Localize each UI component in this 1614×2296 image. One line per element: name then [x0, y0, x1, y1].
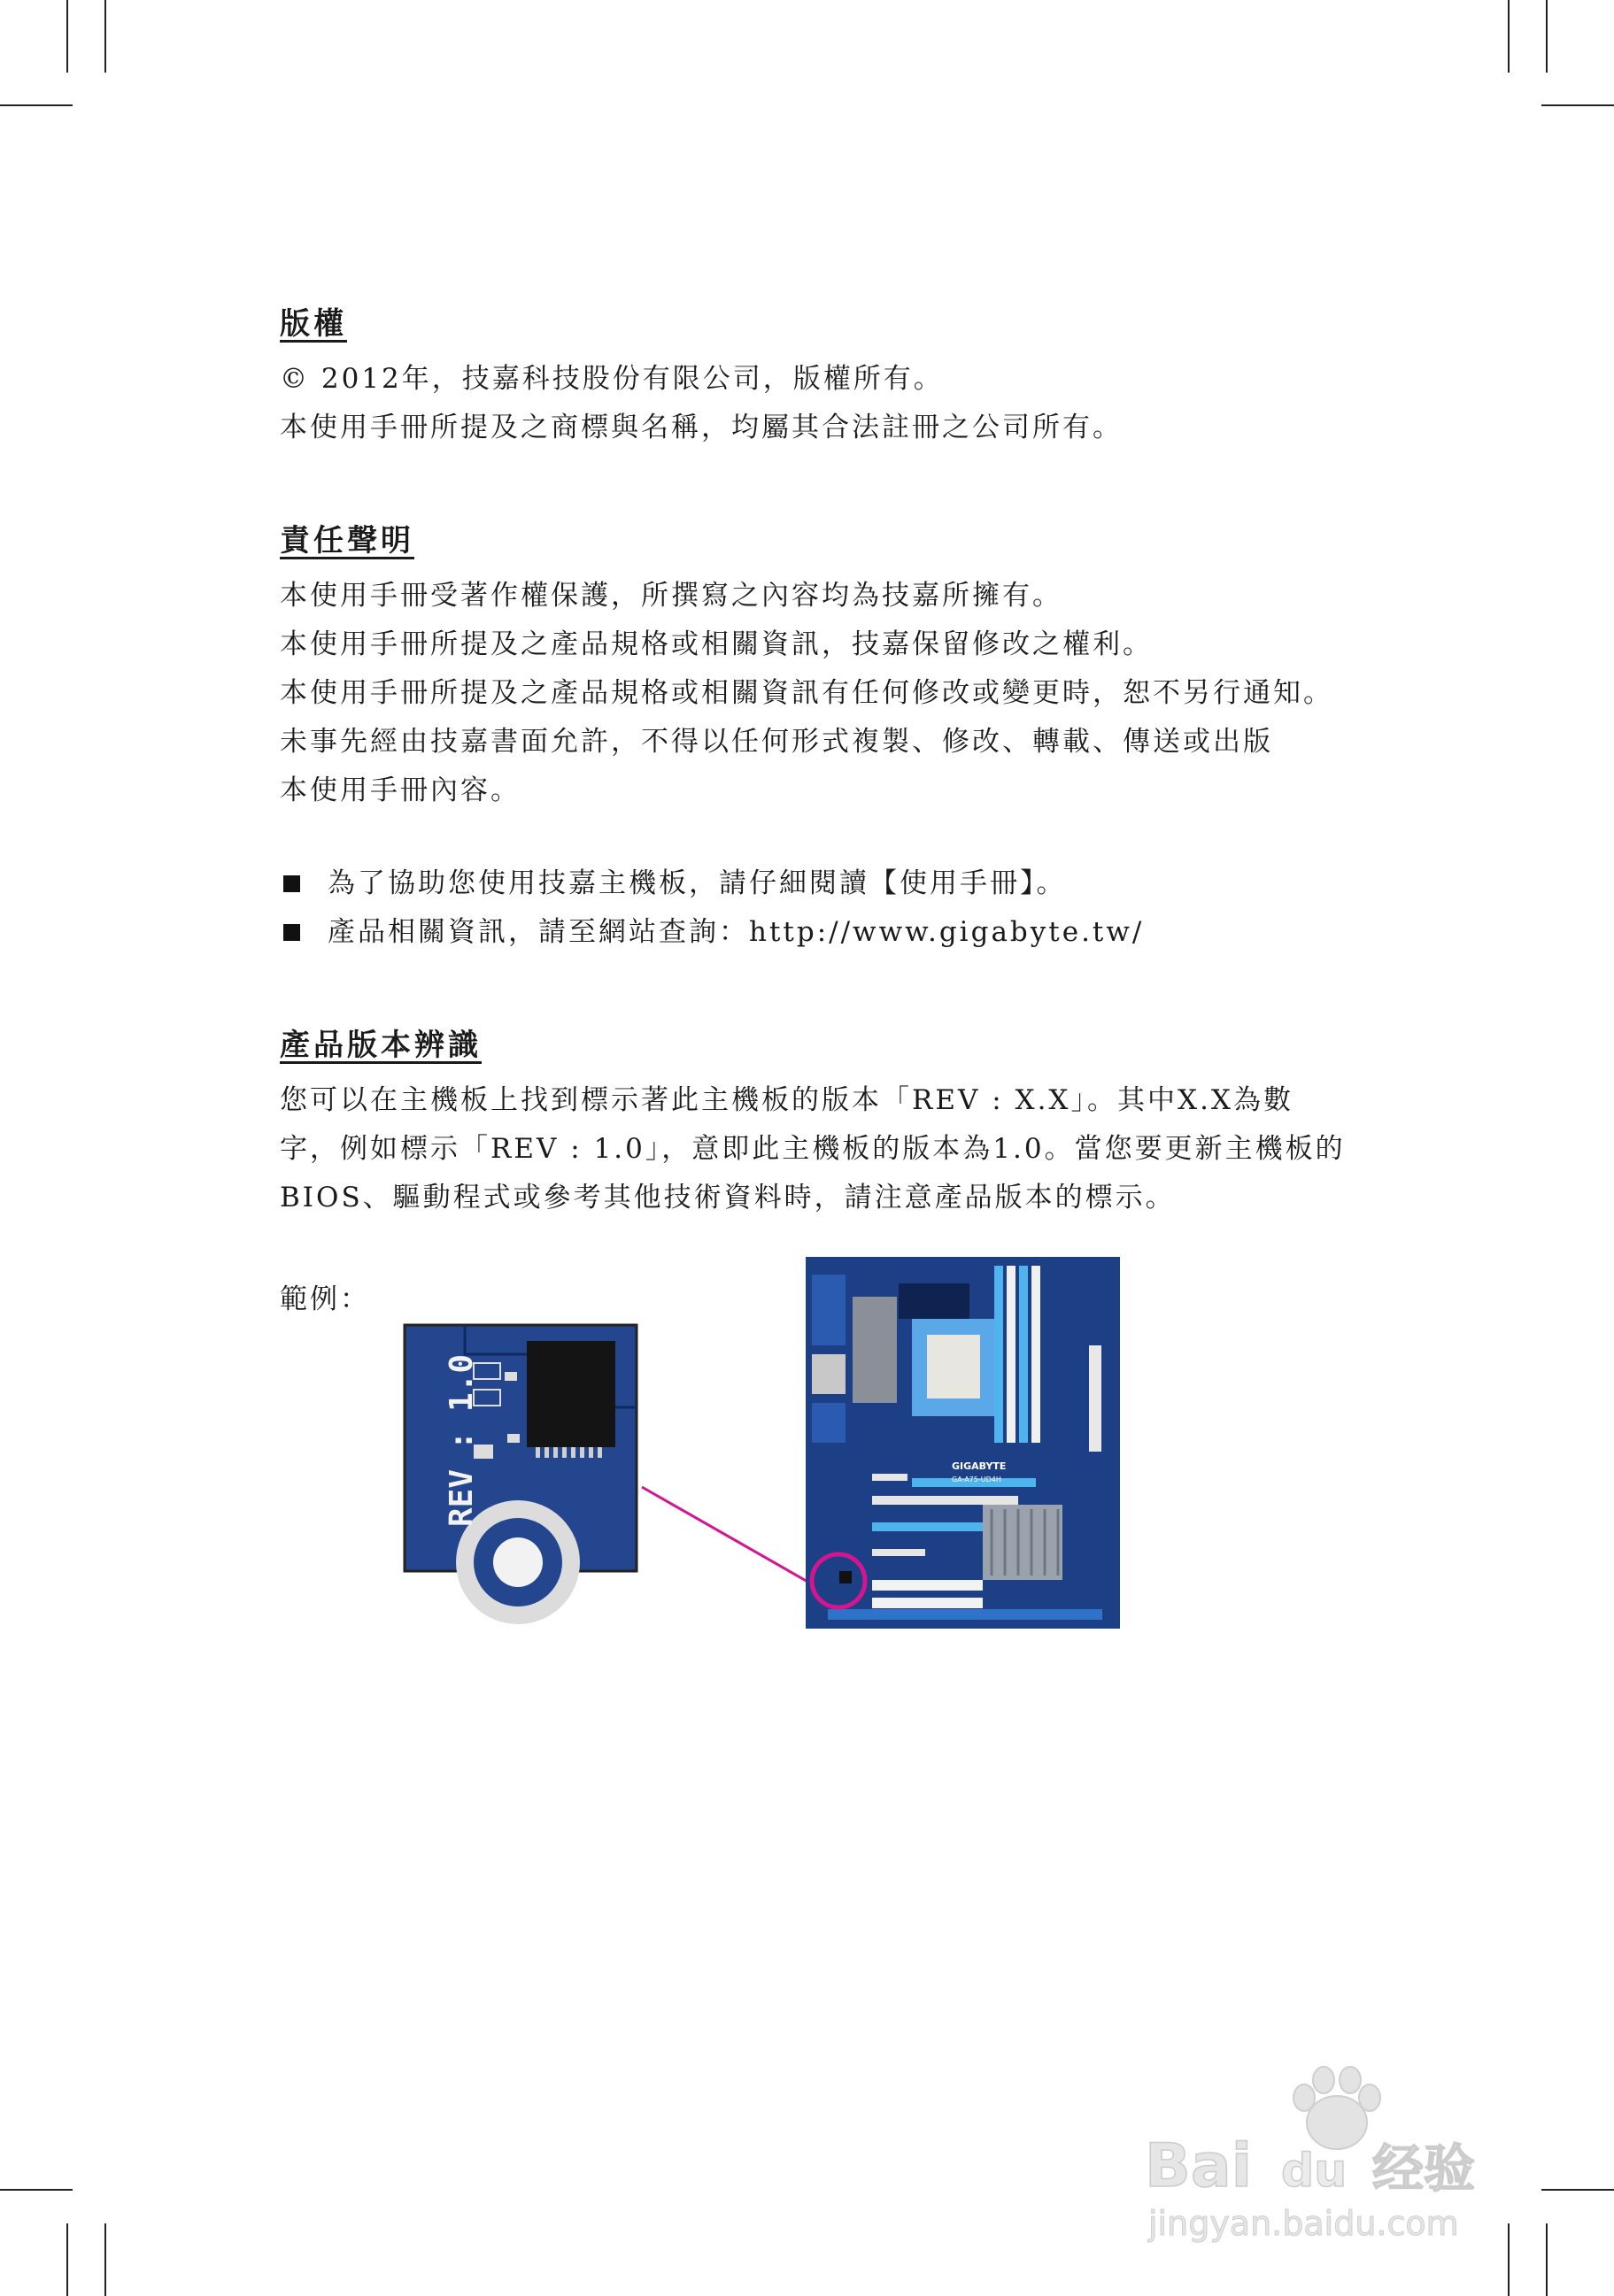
disclaimer-line: 本使用手冊內容。 [280, 774, 521, 806]
revision-section [280, 1021, 1346, 1222]
revision-line: BIOS、驅動程式或參考其他技術資料時，請注意產品版本的標示。 [280, 1182, 1176, 1213]
crop-mark [0, 104, 73, 106]
disclaimer-line: 未事先經由技嘉書面允許，不得以任何形式複製、修改、轉載、傳送或出版 [280, 726, 1273, 758]
example-label: 範例： [280, 1283, 370, 1315]
copyright-line: 本使用手冊所提及之商標與名稱，均屬其合法註冊之公司所有。 [280, 412, 1123, 443]
motherboard-figure [403, 1257, 1129, 1646]
crop-mark [0, 2189, 73, 2191]
pointer-arrow [642, 1487, 828, 1593]
rev-closeup [405, 1325, 637, 1624]
baidu-watermark [1138, 2053, 1527, 2248]
bullet-text: 為了協助您使用技嘉主機板，請仔細閱讀【使用手冊】。 [328, 867, 1067, 899]
disclaimer-section [280, 516, 1342, 815]
square-bullet-icon [283, 924, 300, 941]
copyright-section [280, 299, 1342, 452]
crop-mark [1541, 2189, 1614, 2191]
board-model-label: GA-A75-UD4H [952, 1475, 1001, 1483]
paw-logo-icon [1294, 2067, 1380, 2149]
disclaimer-line: 本使用手冊所提及之產品規格或相關資訊，技嘉保留修改之權利。 [280, 628, 1153, 660]
bullet-item [280, 908, 1342, 957]
crop-mark [66, 2223, 68, 2296]
watermark-brand-suffix: du [1281, 2145, 1348, 2198]
crop-mark [1546, 2223, 1548, 2296]
revision-heading: 產品版本辨識 [280, 1028, 482, 1063]
copyright-line: © 2012年，技嘉科技股份有限公司，版權所有。 [280, 363, 944, 395]
bullet-list [280, 859, 1342, 957]
disclaimer-line: 本使用手冊所提及之產品規格或相關資訊有任何修改或變更時，恕不另行通知。 [280, 677, 1333, 709]
crop-mark [1541, 104, 1614, 106]
rev-label-text: REV : 1.0 [444, 1353, 480, 1527]
crop-mark [1546, 0, 1548, 73]
disclaimer-line: 本使用手冊受著作權保護，所撰寫之內容均為技嘉所擁有。 [280, 580, 1062, 612]
crop-mark [104, 0, 106, 73]
crop-mark [1508, 0, 1510, 73]
crop-mark [66, 0, 68, 73]
motherboard-photo [806, 1257, 1120, 1629]
revision-line: 字，例如標示「REV : 1.0」，意即此主機板的版本為1.0。當您要更新主機板的 [280, 1133, 1346, 1165]
revision-line: 您可以在主機板上找到標示著此主機板的版本「REV : X.X」。其中X.X為數 [280, 1084, 1294, 1116]
crop-mark [104, 2223, 106, 2296]
copyright-heading: 版權 [280, 306, 347, 342]
watermark-url: jingyan.baidu.com [1148, 2204, 1459, 2243]
bullet-item [280, 859, 1342, 908]
watermark-product: 经验 [1372, 2138, 1476, 2199]
disclaimer-heading: 責任聲明 [280, 523, 414, 559]
bullet-text: 產品相關資訊，請至網站查詢：http://www.gigabyte.tw/ [328, 916, 1145, 948]
document-body [280, 299, 1346, 1324]
board-brand-label: GIGABYTE [952, 1460, 1007, 1472]
square-bullet-icon [283, 875, 300, 892]
watermark-brand: Bai [1145, 2131, 1253, 2201]
